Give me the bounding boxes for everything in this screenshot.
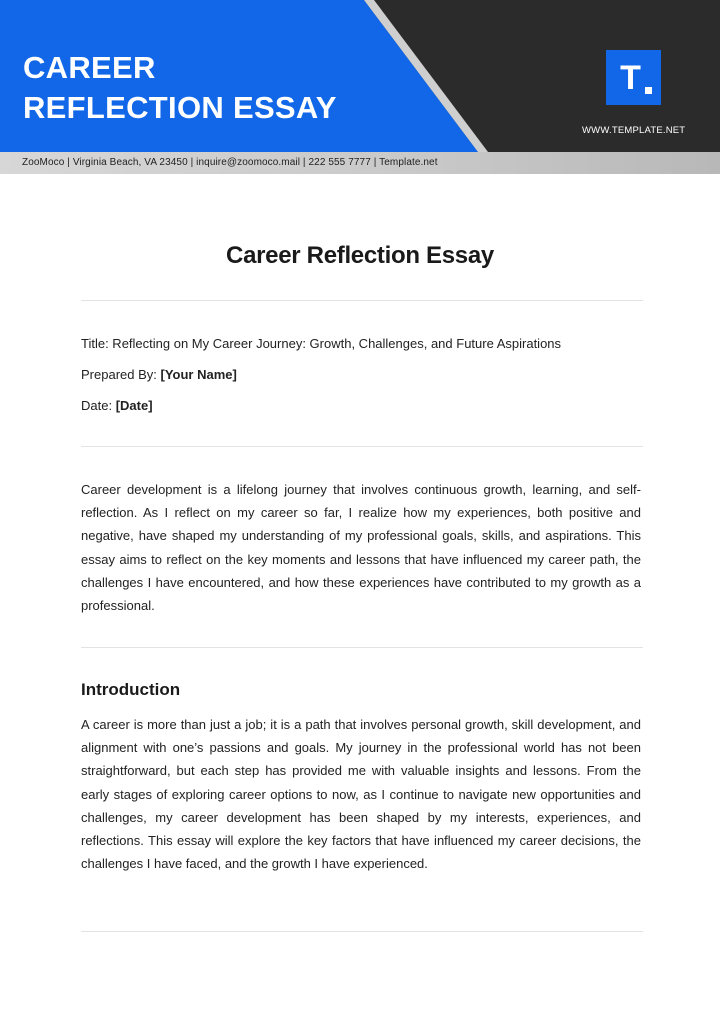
introduction-paragraph: A career is more than just a job; it is a path that involves personal growth, skill development, and alignment with one’s passions and goals. My journey in the professional world has not been straightforward, but each step has provided me with valuable insights and lessons. From the early stages of exploring career options to now, as I continue to navigate new opportunities and challenges, my career development has been shaped by my interests, experiences, and reflections. This essay will explore the key factors that have influenced my career decisions, the challenges I have faced, and the growth I have experienced. — [81, 717, 641, 872]
date-label: Date: — [81, 398, 116, 413]
logo-caption: WWW.TEMPLATE.NET — [582, 125, 686, 136]
section-heading-introduction: Introduction — [81, 680, 181, 699]
date-value: [Date] — [115, 398, 153, 413]
header-title-line2: REFLECTION ESSAY — [23, 90, 337, 125]
meta-title-line: Title: Reflecting on My Career Journey: Growth, Challenges, and Future Aspirations — [81, 336, 562, 351]
divider — [81, 647, 643, 648]
logo-letter: T — [620, 58, 641, 97]
document-title: Career Reflection Essay — [226, 242, 494, 269]
template-logo-icon — [606, 50, 661, 105]
meta-date — [81, 398, 153, 413]
header-title-line1: CAREER — [23, 50, 156, 85]
prepared-by-value: [Your Name] — [160, 367, 237, 382]
prepared-by-label: Prepared By: — [81, 367, 161, 382]
intro-paragraph: Career development is a lifelong journey that involves continuous growth, learning, and self-reflection. As I reflect on my career so far, I realize how my experiences, both positive and negative, have shaped my understanding of my professional goals, skills, and aspirations. This essay aims to reflect on the key moments and lessons that have influenced my career path, the challenges I have encountered, and how these experiences have contributed to my growth as a professional. — [81, 482, 641, 614]
header-banner — [0, 0, 720, 152]
meta-prepared-by — [81, 367, 237, 382]
header-title — [23, 48, 337, 128]
contact-info: ZooMoco | Virginia Beach, VA 23450 | inquire@zoomoco.mail | 222 555 7777 | Template.net — [22, 157, 438, 168]
divider — [81, 446, 643, 447]
contact-bar — [0, 152, 720, 174]
divider — [81, 300, 643, 301]
divider — [81, 931, 643, 932]
logo-dot — [645, 87, 652, 94]
